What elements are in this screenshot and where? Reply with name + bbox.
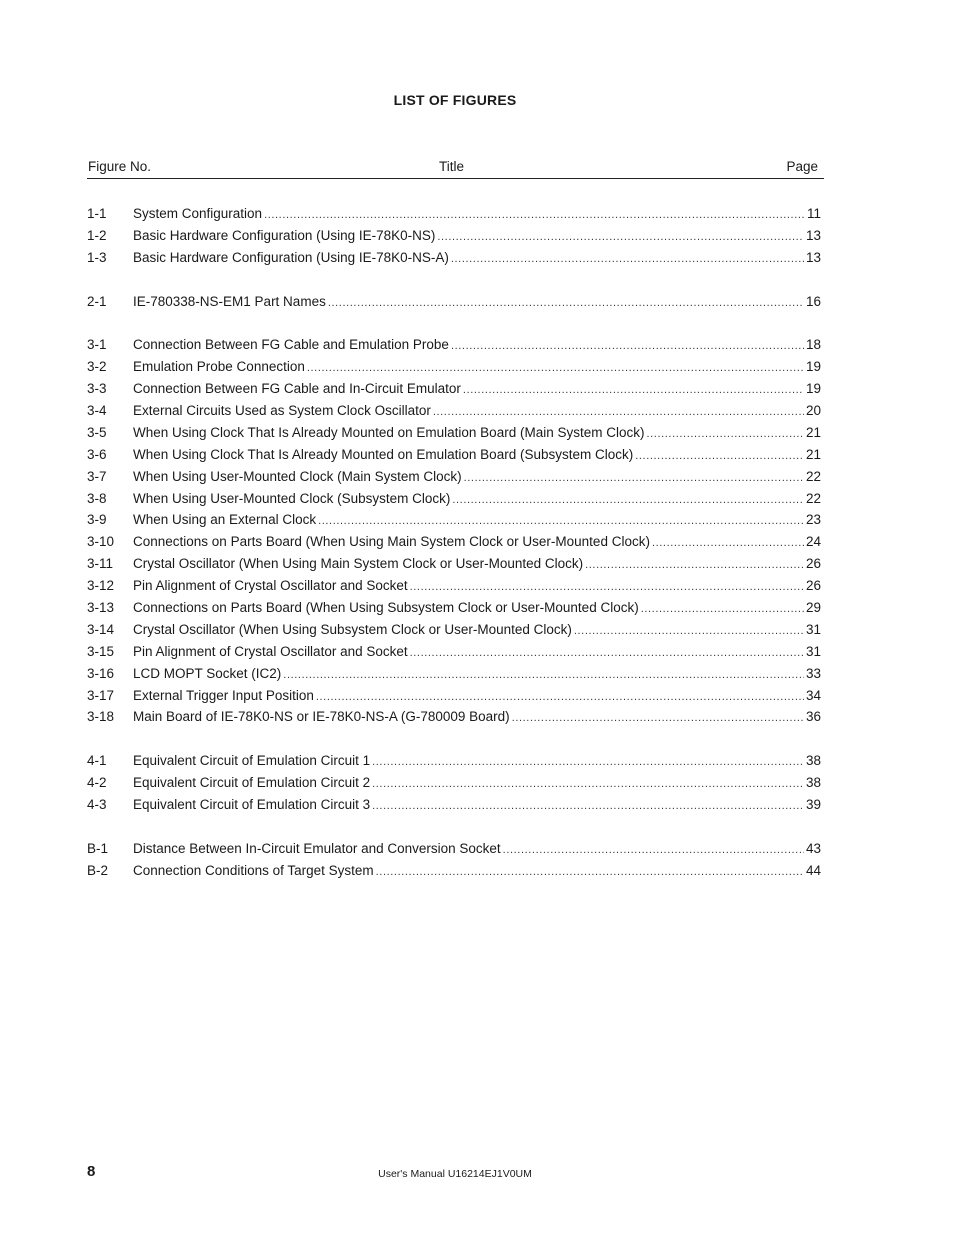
- figure-number: 3-4: [87, 403, 107, 419]
- figure-number: 3-10: [87, 534, 115, 550]
- figure-number: 3-3: [87, 381, 107, 397]
- figure-page: 33: [805, 665, 821, 681]
- figure-title: Basic Hardware Configuration (Using IE-78K0-NS-A): [133, 249, 449, 265]
- figure-title: System Configuration: [133, 206, 263, 221]
- figure-title: When Using User-Mounted Clock (Subsystem Clock): [133, 490, 451, 506]
- dot-leader: [503, 840, 804, 862]
- list-item[interactable]: [87, 750, 821, 772]
- dot-leader: [372, 796, 804, 818]
- figure-page: 24: [805, 534, 821, 550]
- figure-number: 3-17: [87, 687, 115, 703]
- dot-leader: [451, 336, 804, 358]
- page-number: 8: [87, 1163, 96, 1180]
- figure-title: Distance Between In-Circuit Emulator and Conversion Socket: [133, 840, 501, 856]
- figure-title: Connections on Parts Board (When Using Main System Clock or User-Mounted Clock): [133, 534, 650, 550]
- dot-leader: [452, 490, 804, 512]
- figure-title: Emulation Probe Connection: [133, 359, 305, 375]
- list-item[interactable]: [87, 356, 821, 378]
- list-item[interactable]: [87, 706, 821, 728]
- figure-page: 31: [805, 621, 821, 637]
- figure-number: 3-1: [87, 337, 107, 353]
- figure-page: 26: [805, 578, 821, 594]
- figure-title: Connections on Parts Board (When Using Subsystem Clock or User-Mounted Clock): [133, 600, 639, 616]
- dot-leader: [652, 533, 804, 555]
- dot-leader: [372, 774, 804, 796]
- figure-number: 1-3: [87, 249, 107, 265]
- list-item[interactable]: [87, 860, 821, 882]
- figure-number: 3-2: [87, 359, 107, 375]
- figure-number: 3-6: [87, 446, 107, 462]
- header-title: Title: [439, 159, 465, 174]
- figure-page: 26: [805, 556, 821, 572]
- figure-number: 4-3: [87, 797, 107, 813]
- list-item[interactable]: [87, 597, 821, 619]
- list-item[interactable]: [87, 838, 821, 860]
- figure-page: 43: [805, 840, 821, 856]
- figure-number: 3-12: [87, 578, 115, 594]
- list-item[interactable]: [87, 641, 821, 663]
- dot-leader: [464, 468, 804, 490]
- figure-page: 36: [805, 709, 821, 725]
- figure-page: 22: [805, 490, 821, 506]
- figure-number: 1-1: [87, 206, 107, 221]
- dot-leader: [574, 621, 804, 643]
- list-item[interactable]: [87, 334, 821, 356]
- figure-page: 20: [805, 403, 821, 419]
- list-item[interactable]: [87, 225, 821, 247]
- figure-number: 3-16: [87, 665, 115, 681]
- header-page: Page: [786, 159, 818, 174]
- figure-page: 31: [805, 643, 821, 659]
- figure-page: 19: [805, 381, 821, 397]
- list-item[interactable]: [87, 531, 821, 553]
- figure-page: 22: [805, 468, 821, 484]
- dot-leader: [318, 511, 804, 533]
- figure-page: 34: [805, 687, 821, 703]
- figure-page: 11: [806, 206, 821, 221]
- list-item[interactable]: [87, 794, 821, 816]
- header-figure-no: Figure No.: [88, 159, 152, 174]
- dot-leader: [635, 446, 804, 468]
- list-item[interactable]: [87, 772, 821, 794]
- figure-title: Connection Between FG Cable and Emulation Probe: [133, 337, 449, 353]
- figure-number: 3-14: [87, 621, 115, 637]
- column-header: [87, 158, 824, 179]
- dot-leader: [437, 227, 804, 249]
- dot-leader: [328, 293, 804, 315]
- figure-list: [87, 203, 821, 882]
- figure-page: 44: [805, 862, 821, 878]
- figure-number: 3-11: [87, 556, 114, 572]
- figure-page: 19: [805, 359, 821, 375]
- figure-number: B-2: [87, 862, 109, 878]
- dot-leader: [283, 665, 804, 687]
- figure-page: 16: [805, 293, 821, 309]
- list-item[interactable]: [87, 400, 821, 422]
- dot-leader: [433, 402, 804, 424]
- figure-number: 2-1: [87, 293, 107, 309]
- list-item[interactable]: [87, 619, 821, 641]
- figure-page: 13: [805, 249, 821, 265]
- figure-page: 23: [805, 512, 821, 528]
- figure-title: When Using an External Clock: [133, 512, 317, 528]
- figure-title: Equivalent Circuit of Emulation Circuit 1: [133, 753, 371, 769]
- figure-title: Crystal Oscillator (When Using Main System Clock or User-Mounted Clock): [133, 556, 584, 572]
- list-item[interactable]: [87, 378, 821, 400]
- list-item[interactable]: [87, 575, 821, 597]
- figure-number: 3-8: [87, 490, 107, 506]
- figure-title: Connection Between FG Cable and In-Circuit Emulator: [133, 381, 461, 397]
- dot-leader: [410, 643, 804, 665]
- list-item[interactable]: [87, 203, 821, 225]
- figure-title: External Trigger Input Position: [133, 687, 314, 703]
- figure-page: 21: [805, 424, 821, 440]
- dot-leader: [410, 577, 804, 599]
- list-item[interactable]: [87, 466, 821, 488]
- figure-title: LCD MOPT Socket (IC2): [133, 665, 282, 681]
- figure-number: 4-2: [87, 775, 107, 791]
- figure-title: Basic Hardware Configuration (Using IE-78K0-NS): [133, 227, 436, 243]
- dot-leader: [646, 424, 803, 446]
- list-item[interactable]: [87, 247, 821, 269]
- figure-title: Crystal Oscillator (When Using Subsystem Clock or User-Mounted Clock): [133, 621, 572, 637]
- dot-leader: [376, 862, 804, 884]
- list-item[interactable]: [87, 509, 821, 531]
- footer-manual-id: User's Manual U16214EJ1V0UM: [378, 1168, 532, 1180]
- figure-title: Equivalent Circuit of Emulation Circuit 3: [133, 797, 371, 813]
- list-item[interactable]: [87, 488, 821, 510]
- figure-number: 3-15: [87, 643, 115, 659]
- figure-page: 39: [805, 797, 821, 813]
- figure-number: B-1: [87, 840, 109, 856]
- figure-title: When Using Clock That Is Already Mounted on Emulation Board (Subsystem Clock): [133, 446, 634, 462]
- figure-page: 38: [805, 775, 821, 791]
- figure-page: 38: [805, 753, 821, 769]
- dot-leader: [264, 205, 805, 227]
- list-item[interactable]: [87, 291, 821, 313]
- dot-leader: [307, 358, 804, 380]
- figure-title: When Using Clock That Is Already Mounted on Emulation Board (Main System Clock): [133, 424, 645, 440]
- figure-title: External Circuits Used as System Clock Oscillator: [133, 403, 431, 419]
- figure-number: 1-2: [87, 227, 107, 243]
- figure-page: 21: [805, 446, 821, 462]
- figure-title: Pin Alignment of Crystal Oscillator and Socket: [133, 643, 408, 659]
- figure-title: Main Board of IE-78K0-NS or IE-78K0-NS-A (G-780009 Board): [133, 709, 510, 725]
- dot-leader: [372, 752, 804, 774]
- figure-title: Connection Conditions of Target System: [133, 862, 374, 878]
- figure-number: 3-13: [87, 600, 115, 616]
- figure-title: Pin Alignment of Crystal Oscillator and Socket: [133, 578, 408, 594]
- figure-number: 3-5: [87, 424, 107, 440]
- list-item[interactable]: [87, 553, 821, 575]
- list-item[interactable]: [87, 685, 821, 707]
- dot-leader: [463, 380, 804, 402]
- dot-leader: [316, 687, 804, 709]
- figure-number: 4-1: [87, 753, 107, 769]
- dot-leader: [641, 599, 804, 621]
- figure-number: 3-7: [87, 468, 107, 484]
- figure-page: 13: [805, 227, 821, 243]
- figure-title: When Using User-Mounted Clock (Main System Clock): [133, 468, 462, 484]
- list-item[interactable]: [87, 444, 821, 466]
- figure-title: IE-780338-NS-EM1 Part Names: [133, 293, 326, 309]
- page-title: LIST OF FIGURES: [393, 92, 517, 108]
- figure-title: Equivalent Circuit of Emulation Circuit 2: [133, 775, 371, 791]
- figure-number: 3-9: [87, 512, 107, 528]
- figure-page: 18: [805, 337, 821, 353]
- dot-leader: [451, 249, 804, 271]
- figure-page: 29: [805, 600, 821, 616]
- dot-leader: [512, 708, 804, 730]
- list-item[interactable]: [87, 422, 821, 444]
- dot-leader: [585, 555, 804, 577]
- figure-number: 3-18: [87, 709, 115, 725]
- list-item[interactable]: [87, 663, 821, 685]
